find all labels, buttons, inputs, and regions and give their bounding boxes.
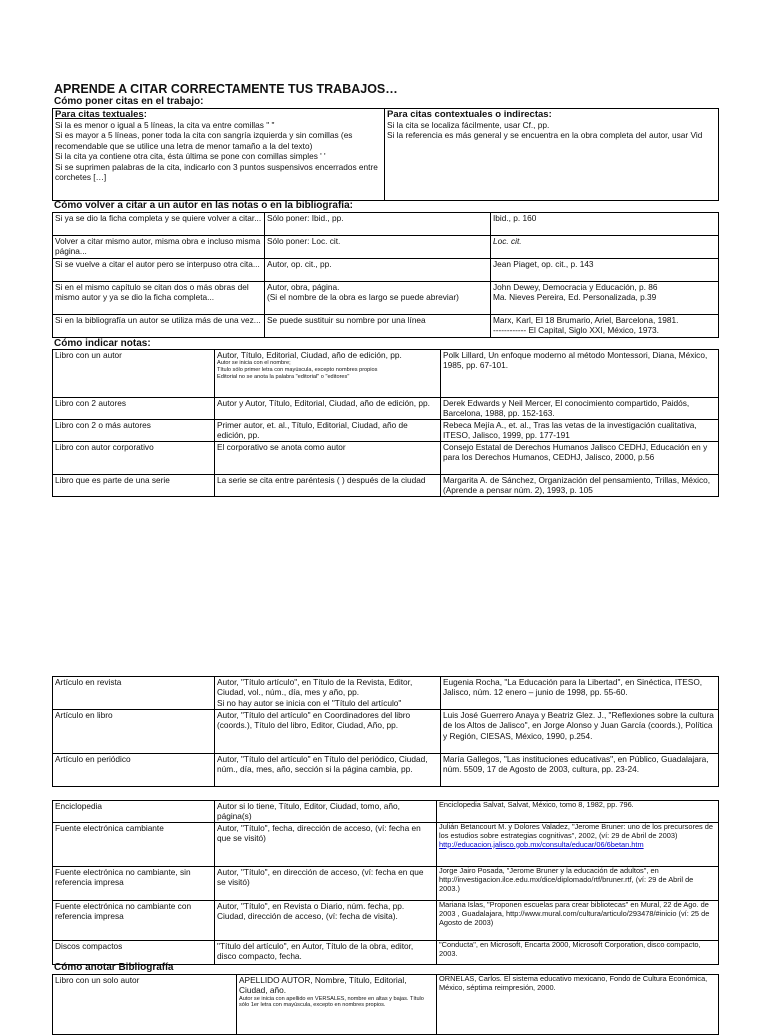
citas-textuales-line: Si la es menor o igual a 5 líneas, la cita va entre comillas " ": [55, 120, 275, 130]
volver-rule: Autor, op. cit., pp.: [265, 259, 491, 282]
table-row: [53, 941, 719, 965]
articulo-example: María Gallegos, "Las instituciones educativas", en Público, Guadalajara, núm. 5509, 17 de Agosto de 2003, cultura, pp. 23-24.: [441, 754, 719, 787]
table-row: [53, 677, 719, 710]
otros-example: Enciclopedia Salvat, Salvat, México, tomo 8, 1982, pp. 796.: [437, 801, 719, 823]
table-row: [53, 398, 719, 420]
table-row: [53, 823, 719, 867]
table-row: [53, 710, 719, 754]
bibliografia-table: [52, 974, 719, 1035]
volver-case: Volver a citar mismo autor, misma obra e incluso misma página...: [53, 236, 265, 259]
notas-example: Derek Edwards y Neil Mercer, El conocimiento compartido, Paidós, Barcelona, 1988, pp. 152-163.: [441, 398, 719, 420]
table-row: [53, 259, 719, 282]
articulo-format: Autor, "Título del artículo" en Coordinadores del libro (coords.), Título del libro, Editor, Ciudad, Año, pp.: [215, 710, 441, 754]
bib-type: Libro con un solo autor: [53, 975, 237, 1035]
volver-case: Si en la bibliografía un autor se utiliza más de una vez...: [53, 315, 265, 338]
otros-format: "Título del artículo", en Autor, Título de la obra, editor, disco compacto, fecha.: [215, 941, 437, 965]
table-row: [53, 442, 719, 475]
notas-type: Libro con un autor: [53, 350, 215, 398]
articulo-example: Eugenia Rocha, "La Educación para la Libertad", en Sinéctica, ITESO, Jalisco, núm. 12 enero – junio de 1998, pp. 55-60.: [441, 677, 719, 710]
document-title: APRENDE A CITAR CORRECTAMENTE TUS TRABAJOS…: [54, 82, 398, 96]
notas-type: Libro que es parte de una serie: [53, 475, 215, 497]
volver-example: Loc. cit.: [491, 236, 719, 259]
otros-example: Julián Betancourt M. y Dolores Valadez, "Jerome Bruner: uno de los precursores de los estudios sobre estrategias cognitivas", 2002, (ví: 29 de Abril de 2003) http://educacion.jalisco.gob.mx/consulta/educar/06/6betan.htm: [437, 823, 719, 867]
table-row: [53, 975, 719, 1035]
section-heading-citas: Cómo poner citas en el trabajo:: [54, 96, 204, 107]
otros-type: Fuente electrónica no cambiante con referencia impresa: [53, 901, 215, 941]
notas-type: Libro con autor corporativo: [53, 442, 215, 475]
section-heading-volver: Cómo volver a citar a un autor en las notas o en la bibliografía:: [54, 200, 353, 211]
volver-rule: Autor, obra, página. (Si el nombre de la obra es largo se puede abreviar): [265, 282, 491, 315]
articulo-example: Luis José Guerrero Anaya y Beatriz Glez. J., "Reflexiones sobre la cultura de los Altos de Jalisco", en Jorge Alonso y Juan García (coords.), Política y Región, CIESAS, México, 1990, p.254.: [441, 710, 719, 754]
otros-type: Fuente electrónica no cambiante, sin referencia impresa: [53, 867, 215, 901]
section-heading-notas: Cómo indicar notas:: [54, 338, 151, 349]
bib-example: ORNELAS, Carlos. El sistema educativo mexicano, Fondo de Cultura Económica, México, séptima reimpresión, 2000.: [437, 975, 719, 1035]
otros-type: Fuente electrónica cambiante: [53, 823, 215, 867]
bib-format: APELLIDO AUTOR, Nombre, Título, Editorial, Ciudad, año. Autor se inicia con apellido en VERSALES, nombre en altas y bajas. Título sólo 1er letra con mayúscula, excepto en nombres propios.: [237, 975, 437, 1035]
volver-example: Jean Piaget, op. cit., p. 143: [491, 259, 719, 282]
notas-type: Libro con 2 autores: [53, 398, 215, 420]
otros-type: Enciclopedia: [53, 801, 215, 823]
otros-format: Autor, "Título", fecha, dirección de acceso, (ví: fecha en que se visitó): [215, 823, 437, 867]
notas-format: Primer autor, et. al., Título, Editorial, Ciudad, año de edición, pp.: [215, 420, 441, 442]
notas-example: Rebeca Mejía A., et. al., Tras las vetas de la investigación cualitativa, ITESO, Jalisco, 1999, pp. 177-191: [441, 420, 719, 442]
notas-example: Polk Lillard, Un enfoque moderno al método Montessori, Diana, México, 1985, pp. 67-101.: [441, 350, 719, 398]
citas-textuales-heading: Para citas textuales:: [55, 109, 147, 120]
table-row: [53, 420, 719, 442]
otros-type: Discos compactos: [53, 941, 215, 965]
articulos-table: [52, 676, 719, 787]
table-row: [53, 350, 719, 398]
citas-table: [52, 108, 719, 201]
notas-format: El corporativo se anota como autor: [215, 442, 441, 475]
notas-format: Autor y Autor, Título, Editorial, Ciudad, año de edición, pp.: [215, 398, 441, 420]
volver-rule: Sólo poner: Ibid., pp.: [265, 213, 491, 236]
citas-contextuales-heading: Para citas contextuales o indirectas:: [387, 109, 552, 120]
articulo-format: Autor, "Título del artículo" en Título del periódico, Ciudad, núm., día, mes, año, sección si la página cambia, pp.: [215, 754, 441, 787]
volver-case: Si ya se dio la ficha completa y se quiere volver a citar...: [53, 213, 265, 236]
table-row: [53, 213, 719, 236]
notas-table: [52, 349, 719, 497]
volver-rule: Sólo poner: Loc. cit.: [265, 236, 491, 259]
table-row: [53, 801, 719, 823]
volver-rule: Se puede sustituir su nombre por una línea: [265, 315, 491, 338]
otros-example: Mariana Islas, "Proponen escuelas para crear bibliotecas" en Mural, 22 de Ago. de 2003 , Guadalajara, http://www.mural.com/cultura/articulo/293478/#inicio (ví: 25 de Agosto de 2003): [437, 901, 719, 941]
volver-table: [52, 212, 719, 338]
citas-textuales-cell: [53, 109, 385, 201]
otros-table: [52, 800, 719, 965]
citas-textuales-line: Si se suprimen palabras de la cita, indicarlo con 3 puntos suspensivos encerrados entre corchetes […]: [55, 161, 378, 183]
citas-contextuales-line: Si la referencia es más general y se encuentra en la obra completa del autor, usar Vid: [387, 130, 703, 141]
table-row: [53, 236, 719, 259]
otros-format: Autor, "Título", en dirección de acceso, (ví: fecha en que se visitó): [215, 867, 437, 901]
citas-contextuales-cell: [385, 109, 719, 201]
table-row: [53, 315, 719, 338]
volver-example: Marx, Karl, El 18 Brumario, Ariel, Barcelona, 1981. ------------ El Capital, Siglo XXI, México, 1973.: [491, 315, 719, 338]
volver-case: Si se vuelve a citar el autor pero se interpuso otra cita...: [53, 259, 265, 282]
articulo-type: Artículo en periódico: [53, 754, 215, 787]
table-row: [53, 475, 719, 497]
articulo-type: Artículo en libro: [53, 710, 215, 754]
notas-example: Consejo Estatal de Derechos Humanos Jalisco CEDHJ, Educación en y para los Derechos Humanos, CEDHJ, Jalisco, 2000, p.56: [441, 442, 719, 475]
notas-example: Margarita A. de Sánchez, Organización del pensamiento, Trillas, México, (Aprende a pensar núm. 2), 1993, p. 105: [441, 475, 719, 497]
example-link[interactable]: http://educacion.jalisco.gob.mx/consulta/educar/06/6betan.htm: [439, 839, 644, 849]
volver-case: Si en el mismo capítulo se citan dos o más obras del mismo autor y ya se dio la ficha completa...: [53, 282, 265, 315]
citas-contextuales-line: Si la cita se localiza fácilmente, usar Cf., pp.: [387, 120, 550, 130]
citas-textuales-line: Si la cita ya contiene otra cita, ésta última se pone con comillas simples ' ': [55, 151, 326, 162]
notas-format: La serie se cita entre paréntesis ( ) después de la ciudad: [215, 475, 441, 497]
otros-format: Autor, "Título", en Revista o Diario, núm. fecha, pp. Ciudad, dirección de acceso, (ví: fecha de visita).: [215, 901, 437, 941]
otros-example: "Conducta", en Microsoft, Encarta 2000, Microsoft Corporation, disco compacto, 2003.: [437, 941, 719, 965]
table-row: [53, 901, 719, 941]
notas-type: Libro con 2 o más autores: [53, 420, 215, 442]
notas-format: Autor, Título, Editorial, Ciudad, año de edición, pp. Autor se inicia con el nombre; Título sólo primer letra con mayúscula, excepto nombres propios Editorial no se anota la palabra "editorial" o "editores": [215, 350, 441, 398]
section-heading-bibliografia: Cómo anotar Bibliografía: [54, 962, 174, 973]
table-row: [53, 754, 719, 787]
articulo-format: Autor, "Título artículo", en Título de la Revista, Editor, Ciudad, vol., núm., día, mes y año, pp. Si no hay autor se inicia con el "Título del artículo": [215, 677, 441, 710]
volver-example: John Dewey, Democracia y Educación, p. 86 Ma. Nieves Pereira, Ed. Personalizada, p.39: [491, 282, 719, 315]
volver-example: Ibid., p. 160: [491, 213, 719, 236]
citas-textuales-line: Si es mayor a 5 líneas, poner toda la cita con sangría izquierda y sin comillas (es recomendable que se utilice una letra de menor tamaño a la del texto): [55, 130, 353, 151]
otros-format: Autor si lo tiene, Título, Editor, Ciudad, tomo, año, página(s): [215, 801, 437, 823]
articulo-type: Artículo en revista: [53, 677, 215, 710]
otros-example: Jorge Jairo Posada, "Jerome Bruner y la educación de adultos", en http://investigacion.ilce.edu.mx/dice/diplomado/rtf/bruner.rtf, (ví: 29 de Abril de 2003.): [437, 867, 719, 901]
table-row: [53, 867, 719, 901]
table-row: [53, 282, 719, 315]
